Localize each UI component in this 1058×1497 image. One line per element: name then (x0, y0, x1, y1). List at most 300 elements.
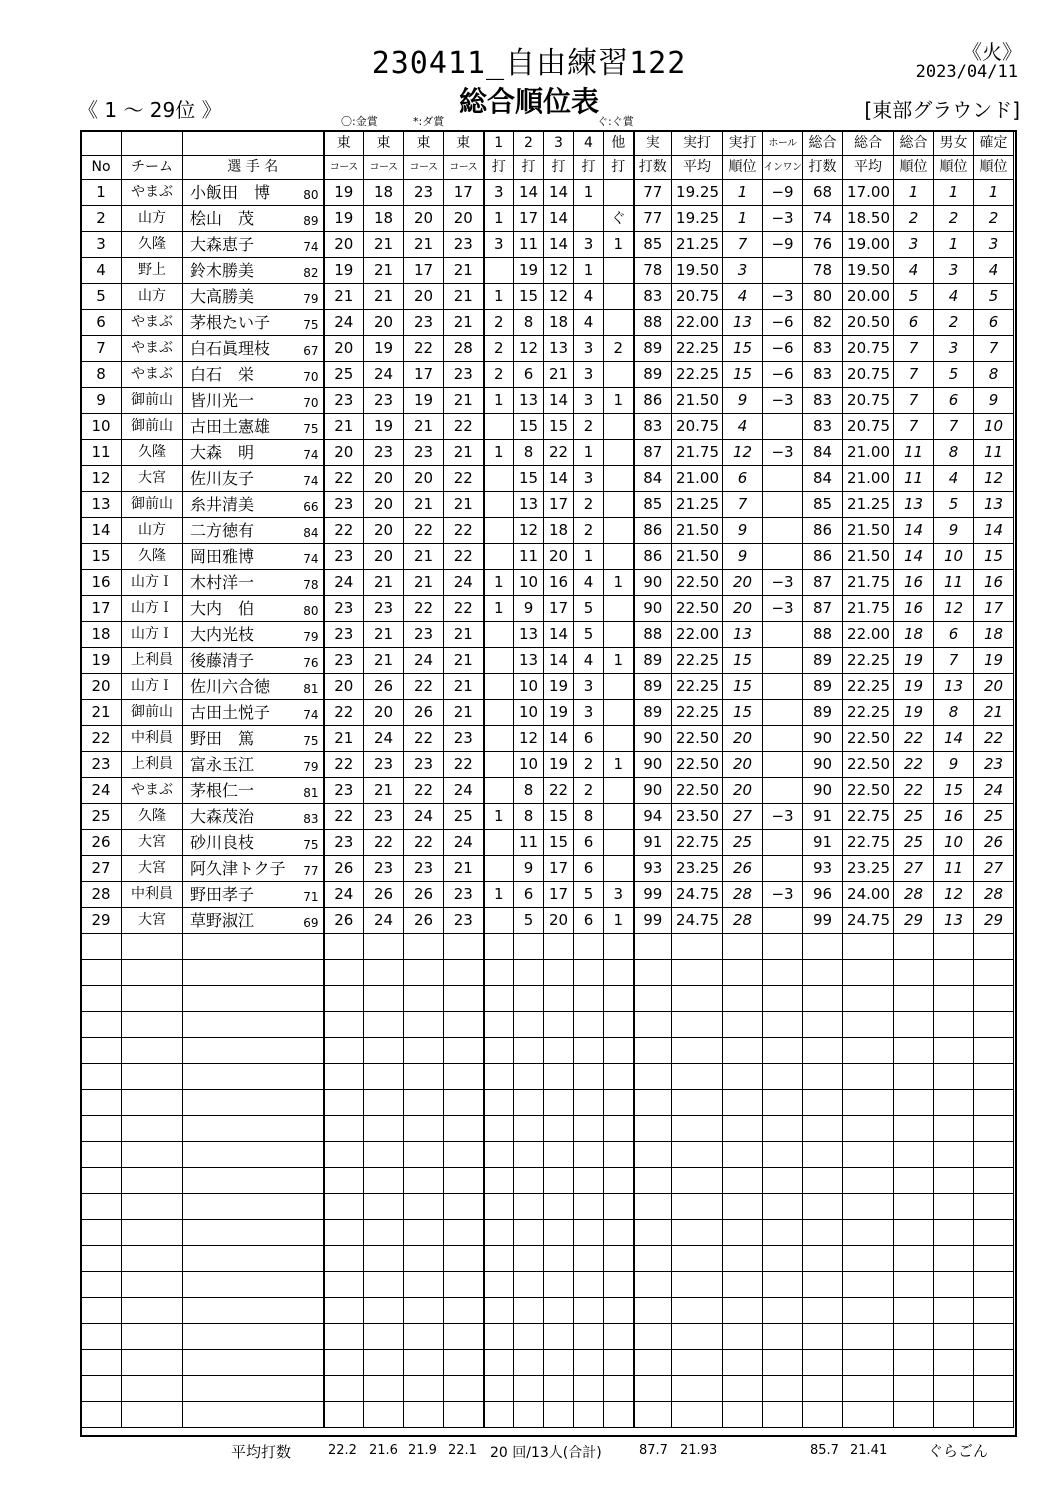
cell-hit2: 12 (514, 336, 544, 362)
cell-no: 6 (81, 310, 122, 336)
cell-course4: 21 (444, 440, 484, 466)
empty-cell (843, 1376, 894, 1402)
empty-cell (894, 1090, 934, 1116)
cell-course1: 23 (324, 778, 364, 804)
cell-gender-rank: 11 (934, 570, 974, 596)
cell-total-strokes: 83 (803, 414, 843, 440)
empty-cell (843, 960, 894, 986)
cell-total-strokes: 76 (803, 232, 843, 258)
cell-total-rank: 22 (894, 752, 934, 778)
cell-gender-rank: 9 (934, 518, 974, 544)
header-course3: 東 (404, 132, 444, 156)
player-name: 砂川良枝 (190, 833, 255, 852)
empty-row (81, 1350, 1014, 1376)
empty-cell (634, 1012, 672, 1038)
empty-row (81, 1012, 1014, 1038)
cell-course4: 23 (444, 362, 484, 388)
table-row (81, 804, 1014, 830)
cell-total-avg: 19.00 (843, 232, 894, 258)
cell-hit2: 10 (514, 674, 544, 700)
empty-cell (763, 1324, 803, 1350)
cell-team: 上利員 (122, 752, 183, 778)
cell-course4: 21 (444, 258, 484, 284)
player-age: 67 (303, 344, 319, 358)
header-hit1: 1 (484, 132, 514, 156)
header-rank: 順位 (723, 156, 763, 180)
empty-cell (934, 1324, 974, 1350)
player-age: 84 (303, 526, 319, 540)
cell-total-rank: 27 (894, 856, 934, 882)
empty-cell (763, 1246, 803, 1272)
empty-cell (672, 1012, 723, 1038)
player-name: 大森茂治 (190, 807, 255, 826)
cell-total-avg: 20.50 (843, 310, 894, 336)
player-name: 野田 篤 (190, 729, 255, 748)
cell-hit3: 12 (544, 258, 574, 284)
empty-cell (934, 1194, 974, 1220)
empty-cell (444, 1064, 484, 1090)
header-avg: 実打 (672, 132, 723, 156)
empty-cell (763, 934, 803, 960)
empty-cell (484, 934, 514, 960)
empty-cell (514, 934, 544, 960)
header-course4: コース (444, 156, 484, 180)
cell-hit1: 1 (484, 804, 514, 830)
cell-hit-other: 1 (604, 388, 634, 414)
header-course4: 東 (444, 132, 484, 156)
cell-hit1: 1 (484, 596, 514, 622)
header-no (81, 132, 122, 156)
cell-course3: 22 (404, 336, 444, 362)
player-name: 茅根たい子 (190, 313, 271, 332)
empty-cell (763, 1350, 803, 1376)
empty-cell (484, 1272, 514, 1298)
cell-no: 2 (81, 206, 122, 232)
cell-course2: 20 (364, 544, 404, 570)
empty-row (81, 934, 1014, 960)
empty-cell (803, 1116, 843, 1142)
cell-total-strokes: 84 (803, 466, 843, 492)
player-age: 71 (303, 890, 319, 904)
cell-course4: 21 (444, 310, 484, 336)
cell-total-rank: 19 (894, 648, 934, 674)
empty-cell (574, 1194, 604, 1220)
empty-cell (672, 1064, 723, 1090)
empty-cell (81, 1168, 122, 1194)
cell-course1: 20 (324, 336, 364, 362)
cell-team: 上利員 (122, 648, 183, 674)
cell-hit-other (604, 700, 634, 726)
empty-cell (122, 1012, 183, 1038)
cell-rank: 20 (723, 778, 763, 804)
cell-course3: 26 (404, 908, 444, 934)
cell-gender-rank: 7 (934, 648, 974, 674)
player-name: 二方徳有 (190, 521, 255, 540)
empty-cell (803, 960, 843, 986)
empty-cell (803, 1220, 843, 1246)
cell-avg: 21.00 (672, 466, 723, 492)
player-name: 佐川六合徳 (190, 677, 271, 696)
cell-hit4: 1 (574, 180, 604, 206)
cell-total-strokes: 89 (803, 700, 843, 726)
empty-cell (514, 1168, 544, 1194)
cell-course1: 26 (324, 908, 364, 934)
empty-cell (404, 1038, 444, 1064)
empty-cell (894, 1220, 934, 1246)
cell-team: 山方Ｉ (122, 570, 183, 596)
empty-cell (604, 1298, 634, 1324)
empty-cell (723, 986, 763, 1012)
cell-hit1 (484, 544, 514, 570)
cell-avg: 22.50 (672, 570, 723, 596)
empty-cell (514, 1064, 544, 1090)
footer-signature: ぐらごん (928, 1442, 989, 1460)
empty-cell (514, 1350, 544, 1376)
cell-course1: 21 (324, 414, 364, 440)
empty-cell (364, 1298, 404, 1324)
cell-strokes: 86 (634, 388, 672, 414)
header-team (122, 132, 183, 156)
cell-hole-in-one (763, 726, 803, 752)
empty-cell (364, 1012, 404, 1038)
cell-gender-rank: 10 (934, 830, 974, 856)
cell-course3: 21 (404, 414, 444, 440)
empty-cell (364, 1324, 404, 1350)
table-row (81, 466, 1014, 492)
header-course3: コース (404, 156, 444, 180)
cell-player-name (183, 440, 324, 466)
empty-cell (574, 1350, 604, 1376)
empty-cell (723, 1116, 763, 1142)
cell-course3: 20 (404, 466, 444, 492)
empty-cell (894, 986, 934, 1012)
empty-cell (364, 1272, 404, 1298)
empty-cell (934, 986, 974, 1012)
cell-no: 4 (81, 258, 122, 284)
empty-cell (763, 1142, 803, 1168)
cell-hit3: 15 (544, 830, 574, 856)
cell-hit3: 17 (544, 596, 574, 622)
cell-total-rank: 22 (894, 778, 934, 804)
player-age: 79 (303, 292, 319, 306)
empty-cell (122, 1298, 183, 1324)
cell-course2: 23 (364, 596, 404, 622)
cell-hit4: 2 (574, 778, 604, 804)
empty-cell (364, 934, 404, 960)
header-avg: 平均 (672, 156, 723, 180)
ground-label: [東部グラウンド] (864, 98, 1020, 122)
cell-strokes: 83 (634, 414, 672, 440)
cell-hit-other (604, 310, 634, 336)
cell-hit4: 3 (574, 700, 604, 726)
empty-cell (634, 1064, 672, 1090)
empty-cell (444, 1324, 484, 1350)
cell-course4: 22 (444, 544, 484, 570)
cell-total-rank: 7 (894, 388, 934, 414)
empty-cell (843, 1194, 894, 1220)
empty-cell (974, 1402, 1014, 1428)
empty-cell (803, 1272, 843, 1298)
cell-team: 中利員 (122, 726, 183, 752)
empty-cell (574, 1246, 604, 1272)
cell-gender-rank: 14 (934, 726, 974, 752)
cell-course4: 25 (444, 804, 484, 830)
empty-cell (723, 1090, 763, 1116)
cell-gender-rank: 9 (934, 752, 974, 778)
cell-hit-other (604, 856, 634, 882)
cell-no: 22 (81, 726, 122, 752)
empty-cell (803, 1064, 843, 1090)
cell-course3: 17 (404, 362, 444, 388)
empty-cell (672, 1194, 723, 1220)
empty-cell (514, 1376, 544, 1402)
empty-cell (404, 960, 444, 986)
cell-total-strokes: 84 (803, 440, 843, 466)
cell-course2: 20 (364, 310, 404, 336)
cell-total-rank: 7 (894, 362, 934, 388)
cell-avg: 22.25 (672, 674, 723, 700)
empty-cell (183, 1298, 324, 1324)
cell-player-name (183, 362, 324, 388)
cell-hit-other (604, 362, 634, 388)
table-row (81, 440, 1014, 466)
cell-hit-other (604, 544, 634, 570)
cell-hit1 (484, 674, 514, 700)
cell-hit2: 13 (514, 492, 544, 518)
cell-hit-other: ぐ (604, 206, 634, 232)
empty-cell (122, 1246, 183, 1272)
cell-team: 大宮 (122, 466, 183, 492)
cell-total-avg: 22.50 (843, 752, 894, 778)
cell-course2: 21 (364, 648, 404, 674)
cell-hit1: 1 (484, 284, 514, 310)
cell-course1: 22 (324, 466, 364, 492)
empty-cell (444, 1038, 484, 1064)
player-name: 大森 明 (190, 443, 255, 462)
cell-team: 大宮 (122, 908, 183, 934)
empty-cell (484, 1298, 514, 1324)
empty-cell (514, 1142, 544, 1168)
empty-cell (803, 1376, 843, 1402)
cell-gender-rank: 3 (934, 258, 974, 284)
cell-team: やまぶ (122, 180, 183, 206)
empty-cell (894, 1038, 934, 1064)
cell-hit1: 1 (484, 440, 514, 466)
cell-course4: 23 (444, 726, 484, 752)
empty-cell (723, 1038, 763, 1064)
header-course1: 東 (324, 132, 364, 156)
cell-total-strokes: 96 (803, 882, 843, 908)
cell-course2: 26 (364, 674, 404, 700)
empty-cell (484, 1376, 514, 1402)
empty-cell (324, 1220, 364, 1246)
empty-cell (604, 1350, 634, 1376)
empty-cell (894, 934, 934, 960)
empty-cell (574, 1324, 604, 1350)
cell-rank: 25 (723, 830, 763, 856)
empty-cell (723, 1324, 763, 1350)
player-name: 大森恵子 (190, 235, 255, 254)
cell-no: 9 (81, 388, 122, 414)
empty-cell (934, 1402, 974, 1428)
empty-cell (974, 1090, 1014, 1116)
empty-cell (81, 960, 122, 986)
cell-course3: 22 (404, 778, 444, 804)
empty-cell (324, 1324, 364, 1350)
player-age: 74 (303, 448, 319, 462)
empty-cell (324, 1350, 364, 1376)
empty-cell (672, 1324, 723, 1350)
cell-hit1: 1 (484, 206, 514, 232)
empty-cell (934, 1116, 974, 1142)
cell-player-name (183, 414, 324, 440)
cell-hole-in-one (763, 856, 803, 882)
empty-cell (404, 1168, 444, 1194)
cell-total-rank: 25 (894, 804, 934, 830)
empty-cell (934, 960, 974, 986)
cell-hit3: 22 (544, 440, 574, 466)
cell-course3: 22 (404, 596, 444, 622)
cell-total-avg: 20.75 (843, 362, 894, 388)
cell-strokes: 89 (634, 336, 672, 362)
cell-final-rank: 19 (974, 648, 1014, 674)
cell-no: 18 (81, 622, 122, 648)
cell-no: 13 (81, 492, 122, 518)
cell-course3: 21 (404, 492, 444, 518)
empty-cell (404, 1142, 444, 1168)
empty-cell (514, 1298, 544, 1324)
cell-hit2: 14 (514, 180, 544, 206)
cell-avg: 24.75 (672, 908, 723, 934)
empty-row (81, 1220, 1014, 1246)
cell-hit4: 6 (574, 830, 604, 856)
cell-hit1: 2 (484, 362, 514, 388)
cell-no: 11 (81, 440, 122, 466)
empty-cell (763, 986, 803, 1012)
cell-rank: 4 (723, 414, 763, 440)
cell-strokes: 89 (634, 674, 672, 700)
cell-strokes: 77 (634, 206, 672, 232)
player-age: 69 (303, 916, 319, 930)
empty-cell (843, 1298, 894, 1324)
empty-cell (364, 1246, 404, 1272)
cell-total-avg: 23.25 (843, 856, 894, 882)
empty-cell (122, 1376, 183, 1402)
empty-cell (183, 1168, 324, 1194)
cell-hit1: 2 (484, 336, 514, 362)
empty-row (81, 1038, 1014, 1064)
empty-cell (604, 1194, 634, 1220)
empty-cell (444, 1246, 484, 1272)
empty-cell (364, 1116, 404, 1142)
empty-cell (843, 1038, 894, 1064)
cell-total-strokes: 68 (803, 180, 843, 206)
cell-total-strokes: 87 (803, 596, 843, 622)
cell-hole-in-one (763, 466, 803, 492)
empty-cell (803, 1142, 843, 1168)
empty-cell (122, 1116, 183, 1142)
empty-cell (364, 1194, 404, 1220)
player-name: 大高勝美 (190, 287, 255, 306)
cell-hit-other (604, 726, 634, 752)
empty-cell (974, 1350, 1014, 1376)
empty-cell (672, 1376, 723, 1402)
player-name: 木村洋一 (190, 573, 255, 592)
player-age: 82 (303, 266, 319, 280)
player-name: 後藤清子 (190, 651, 255, 670)
cell-hole-in-one: −3 (763, 804, 803, 830)
empty-cell (404, 1272, 444, 1298)
cell-course2: 24 (364, 726, 404, 752)
cell-hit-other (604, 596, 634, 622)
empty-cell (183, 1142, 324, 1168)
player-name: 野田孝子 (190, 885, 255, 904)
empty-cell (404, 1402, 444, 1428)
cell-no: 23 (81, 752, 122, 778)
table-row (81, 206, 1014, 232)
empty-cell (934, 1168, 974, 1194)
player-age: 74 (303, 240, 319, 254)
cell-course1: 22 (324, 700, 364, 726)
empty-cell (763, 1038, 803, 1064)
cell-hit3: 14 (544, 180, 574, 206)
empty-cell (723, 1350, 763, 1376)
cell-strokes: 89 (634, 700, 672, 726)
cell-gender-rank: 11 (934, 856, 974, 882)
player-age: 74 (303, 708, 319, 722)
header-team: チーム (122, 156, 183, 180)
cell-gender-rank: 2 (934, 206, 974, 232)
empty-cell (484, 1012, 514, 1038)
cell-no: 28 (81, 882, 122, 908)
cell-course4: 23 (444, 232, 484, 258)
empty-cell (514, 986, 544, 1012)
cell-course2: 19 (364, 336, 404, 362)
header-total-rank: 総合 (894, 132, 934, 156)
cell-hole-in-one: −3 (763, 206, 803, 232)
player-name: 佐川友子 (190, 469, 255, 488)
cell-avg: 20.75 (672, 414, 723, 440)
cell-final-rank: 3 (974, 232, 1014, 258)
empty-cell (183, 1350, 324, 1376)
empty-cell (763, 1272, 803, 1298)
table-row (81, 908, 1014, 934)
empty-cell (894, 1272, 934, 1298)
empty-cell (634, 1220, 672, 1246)
empty-cell (763, 960, 803, 986)
empty-cell (672, 1116, 723, 1142)
empty-cell (604, 1376, 634, 1402)
cell-course1: 19 (324, 180, 364, 206)
empty-cell (444, 986, 484, 1012)
player-name: 茅根仁一 (190, 781, 255, 800)
cell-gender-rank: 8 (934, 700, 974, 726)
empty-cell (324, 1246, 364, 1272)
cell-hole-in-one (763, 518, 803, 544)
table-row (81, 544, 1014, 570)
cell-avg: 19.25 (672, 206, 723, 232)
empty-cell (324, 1142, 364, 1168)
cell-player-name (183, 726, 324, 752)
empty-cell (894, 1012, 934, 1038)
empty-cell (183, 1272, 324, 1298)
cell-hit3: 18 (544, 310, 574, 336)
cell-course4: 21 (444, 284, 484, 310)
cell-course1: 24 (324, 570, 364, 596)
cell-course4: 21 (444, 492, 484, 518)
player-age: 79 (303, 760, 319, 774)
cell-avg: 22.25 (672, 648, 723, 674)
